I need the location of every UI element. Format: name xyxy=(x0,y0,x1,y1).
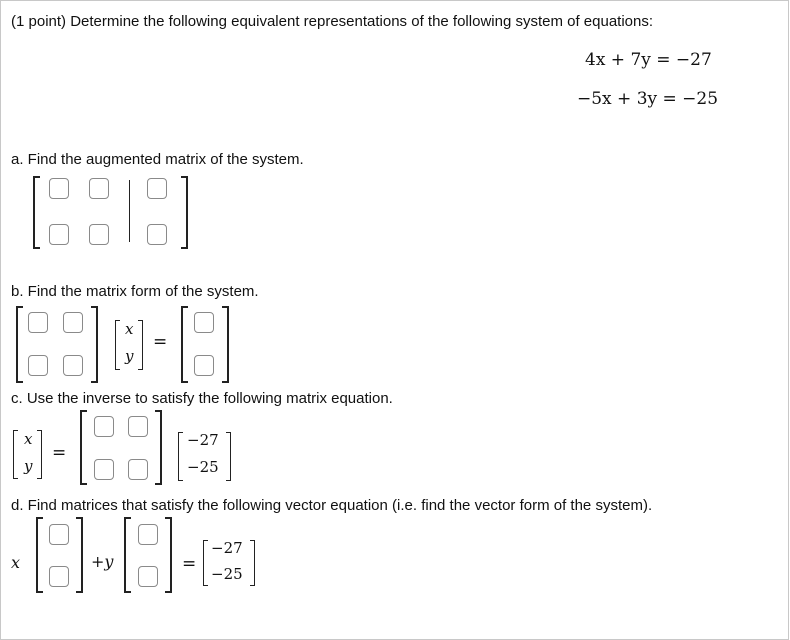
constant-vector-b-right-bracket xyxy=(222,306,229,383)
constant-vector-d-left-bracket xyxy=(203,540,208,586)
coefficient-matrix-r1c2-input[interactable] xyxy=(63,312,83,333)
y-column-vector-right-bracket xyxy=(165,517,172,593)
augmented-matrix-left-bracket xyxy=(33,176,40,249)
constant-vector-b-r1-input[interactable] xyxy=(194,312,214,333)
variable-vector-b-x: x xyxy=(125,320,134,338)
variable-vector-c-y: y xyxy=(24,457,33,475)
coefficient-matrix-r1c1-input[interactable] xyxy=(28,312,48,333)
inverse-matrix-right-bracket xyxy=(155,410,162,485)
inverse-matrix-left-bracket xyxy=(80,410,87,485)
variable-vector-c-left-bracket xyxy=(13,430,18,479)
x-column-vector-r2-input[interactable] xyxy=(49,566,69,587)
part-c-label: c. Use the inverse to satisfy the following matrix equation. xyxy=(11,390,393,407)
augmented-matrix-r1c3-input[interactable] xyxy=(147,178,167,199)
x-column-vector-left-bracket xyxy=(36,517,43,593)
inverse-matrix-r1c1-input[interactable] xyxy=(94,416,114,437)
equals-sign-b: = xyxy=(153,332,168,352)
equation-2-lhs: −5x + 3y xyxy=(577,89,658,109)
equation-2 xyxy=(577,89,718,109)
coefficient-matrix-right-bracket xyxy=(91,306,98,383)
constant-vector-d-right-bracket xyxy=(250,540,255,586)
augmented-matrix-r2c3-input[interactable] xyxy=(147,224,167,245)
constant-vector-d-r1: −27 xyxy=(211,539,243,557)
augmented-matrix-r2c1-input[interactable] xyxy=(49,224,69,245)
equation-1-lhs: 4x + 7y xyxy=(585,50,651,70)
plus-y-term: +y xyxy=(91,552,114,571)
inverse-matrix-r1c2-input[interactable] xyxy=(128,416,148,437)
part-a-label: a. Find the augmented matrix of the system. xyxy=(11,151,304,168)
variable-vector-c-x: x xyxy=(24,430,33,448)
variable-vector-b-left-bracket xyxy=(115,320,120,370)
constant-vector-b-left-bracket xyxy=(181,306,188,383)
equation-2-rhs: = −25 xyxy=(662,89,719,109)
constant-vector-c-r1: −27 xyxy=(187,431,219,449)
augmented-matrix-r1c1-input[interactable] xyxy=(49,178,69,199)
augmented-matrix-divider xyxy=(129,180,130,242)
constant-vector-b-r2-input[interactable] xyxy=(194,355,214,376)
y-column-vector-left-bracket xyxy=(124,517,131,593)
variable-vector-c-right-bracket xyxy=(37,430,42,479)
vector-equation-x-coefficient: x xyxy=(11,553,21,572)
equation-1-rhs: = −27 xyxy=(656,50,712,70)
part-b-label: b. Find the matrix form of the system. xyxy=(11,283,259,300)
variable-vector-b-right-bracket xyxy=(138,320,143,370)
problem-intro: (1 point) Determine the following equivalent representations of the following system of equations: xyxy=(11,13,654,30)
constant-vector-c-left-bracket xyxy=(178,432,183,481)
x-column-vector-right-bracket xyxy=(76,517,83,593)
augmented-matrix-r2c2-input[interactable] xyxy=(89,224,109,245)
part-d-label: d. Find matrices that satisfy the following vector equation (i.e. find the vector form of the system). xyxy=(11,497,653,514)
variable-vector-b-y: y xyxy=(125,347,134,365)
coefficient-matrix-r2c2-input[interactable] xyxy=(63,355,83,376)
equals-sign-d: = xyxy=(182,554,197,574)
x-column-vector-r1-input[interactable] xyxy=(49,524,69,545)
constant-vector-c-r2: −25 xyxy=(187,458,219,476)
equals-sign-c: = xyxy=(52,443,67,463)
vector-equation-plus-y xyxy=(91,552,113,571)
inverse-matrix-r2c1-input[interactable] xyxy=(94,459,114,480)
inverse-matrix-r2c2-input[interactable] xyxy=(128,459,148,480)
coefficient-matrix-left-bracket xyxy=(16,306,23,383)
augmented-matrix-r1c2-input[interactable] xyxy=(89,178,109,199)
y-column-vector-r2-input[interactable] xyxy=(138,566,158,587)
equation-1 xyxy=(585,50,712,70)
augmented-matrix-right-bracket xyxy=(181,176,188,249)
coefficient-matrix-r2c1-input[interactable] xyxy=(28,355,48,376)
constant-vector-d-r2: −25 xyxy=(211,565,243,583)
y-column-vector-r1-input[interactable] xyxy=(138,524,158,545)
constant-vector-c-right-bracket xyxy=(226,432,231,481)
